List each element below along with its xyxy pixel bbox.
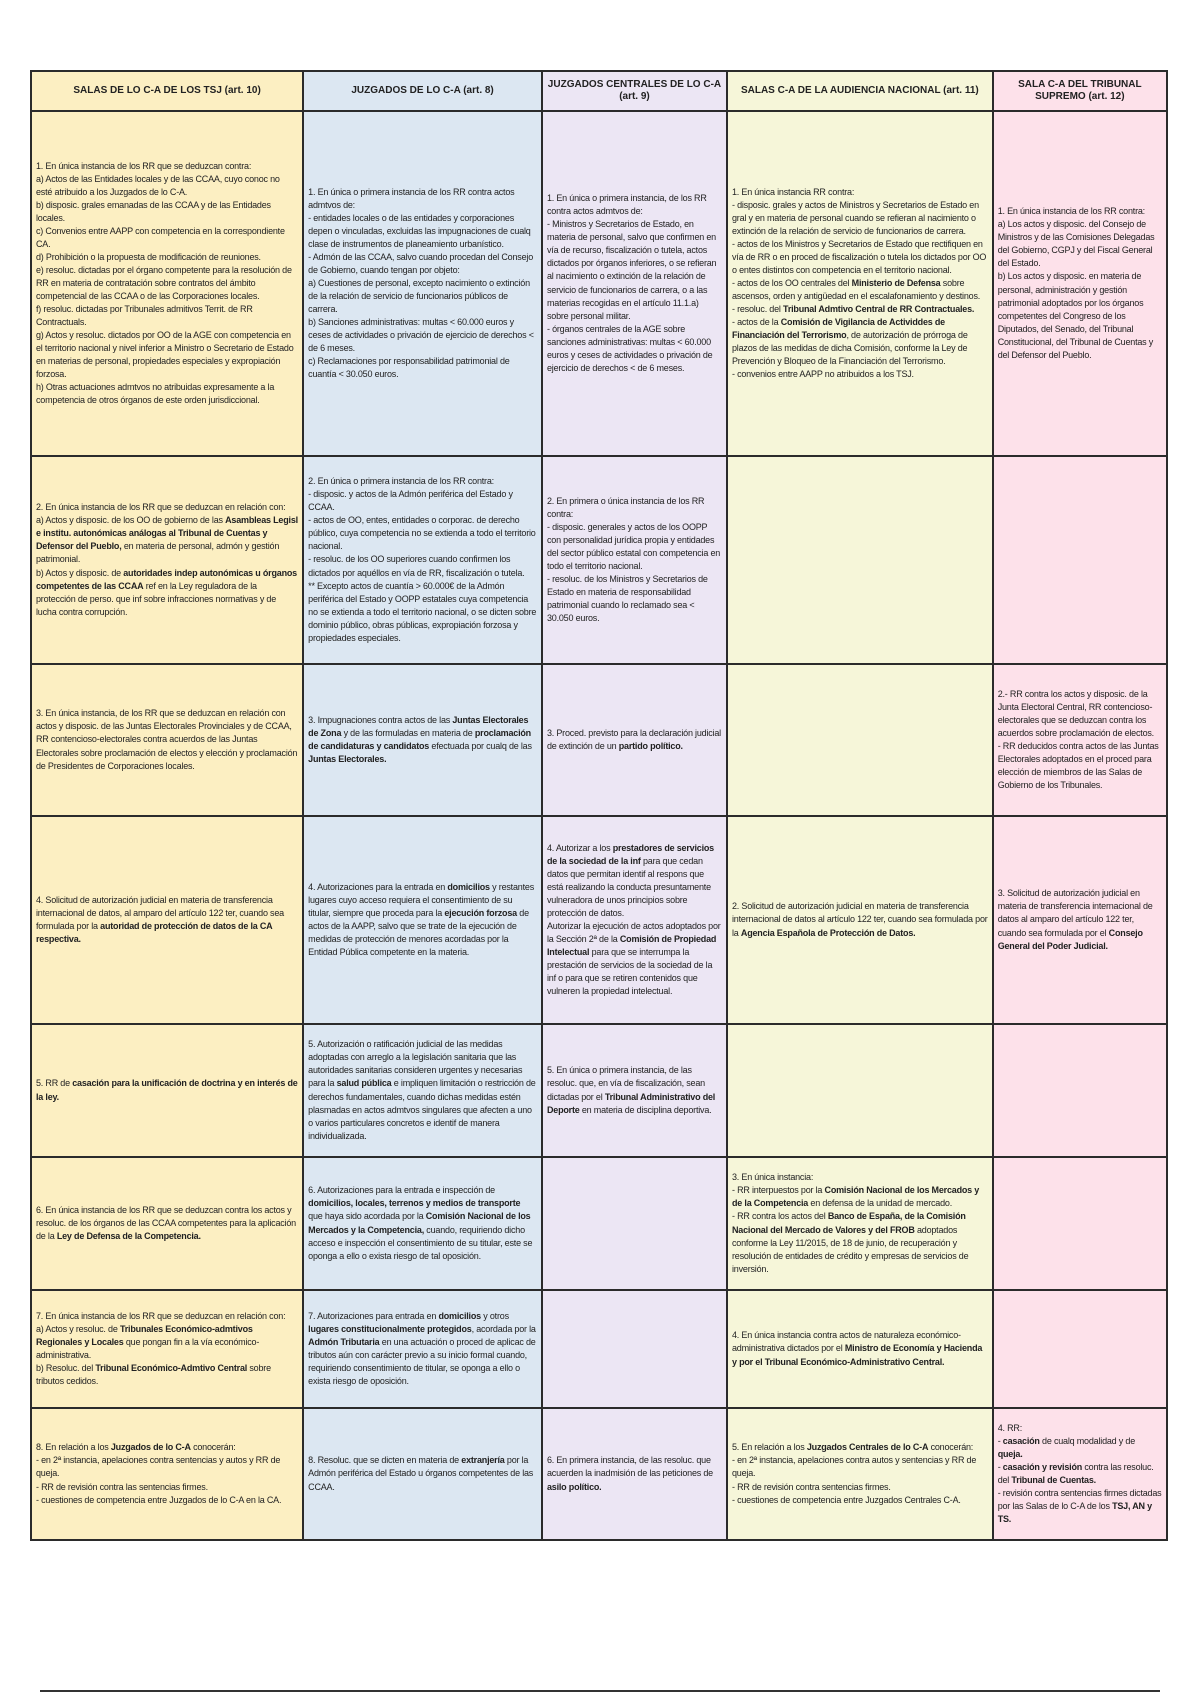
text: e impliquen limitación o restricción de derechos fundamentales, cuando dichas medidas estén plasmadas en actos admtvos singulares que afecten a uno o varios particulares concretos e identif de manera individualizada. bbox=[308, 1078, 536, 1141]
cell-audiencia-nacional bbox=[727, 1408, 993, 1540]
cell-line bbox=[732, 303, 988, 316]
text: en defensa de la unidad de mercado. bbox=[808, 1198, 953, 1209]
text: a) Los actos y disposic. del Consejo de Ministros y de las Comisiones Delegadas del Gobierno, CGPJ y del Fiscal General del Estado. bbox=[997, 219, 1155, 269]
text: sobre ascensos, orden y antigüedad en el escalafonamiento y destinos. bbox=[731, 277, 981, 302]
text: b) Actos y disposic. de bbox=[36, 567, 124, 578]
cell-line bbox=[36, 329, 298, 381]
text: ** Excepto actos de cuantía > 60.000€ de la Admón periférica del Estado y OOPP estatales cuya competencia no se extienda a todo el territorio nacional, o se dicten sobre dominio público, obras públicas, expropiación forzosa y propiedades especiales. bbox=[308, 580, 537, 643]
cell-line bbox=[547, 1064, 722, 1116]
cell-line bbox=[732, 1184, 988, 1210]
cell-audiencia-nacional bbox=[727, 816, 993, 1024]
cell-line bbox=[308, 316, 537, 355]
cell-line bbox=[308, 1038, 537, 1142]
cell-line bbox=[308, 1454, 537, 1493]
cell-juzgados bbox=[303, 111, 542, 456]
text: 3. Proced. previsto para la declaración judicial de extinción de un bbox=[546, 727, 721, 751]
cell-line bbox=[36, 1494, 298, 1507]
cell-line bbox=[732, 199, 988, 238]
cell-line bbox=[732, 238, 988, 277]
cell-line bbox=[998, 688, 1162, 740]
text: e) resoluc. dictadas por el órgano competente para la resolución de RR en materia de contratación sobre contratos del ámbito competencial de las CCAA o de las Corporaciones locales. bbox=[36, 264, 292, 302]
bold-text: domicilios bbox=[438, 1310, 481, 1321]
bold-text: Tribunal Administrativo del Deporte bbox=[546, 1091, 716, 1115]
cell-line bbox=[732, 186, 988, 199]
text: que haya sido acordada por la bbox=[308, 1211, 426, 1222]
cell-juzgados bbox=[303, 1408, 542, 1540]
text: conocerán: bbox=[928, 1442, 974, 1453]
cell-line bbox=[732, 1171, 988, 1184]
text: b) disposic. grales emanadas de las CCAA y de las Entidades locales. bbox=[36, 199, 271, 223]
text: en materia de disciplina deportiva. bbox=[579, 1104, 712, 1115]
bold-text: Consejo General del Poder Judicial. bbox=[997, 927, 1143, 951]
cell-line bbox=[732, 1494, 988, 1507]
header-juzgados-centrales: JUZGADOS CENTRALES DE LO C-A (art. 9) bbox=[542, 71, 727, 111]
text: 5. Autorización o ratificación judicial de las medidas adoptadas con arreglo a la legislación sanitaria que las autoridades sanitarias consideren urgentes y necesarias para la bbox=[308, 1039, 523, 1089]
cell-juzgados bbox=[303, 1024, 542, 1157]
cell-line bbox=[308, 1310, 537, 1388]
text: de actos de la AAPP, salvo que se trate de la ejecución de medidas de protección de menores acordadas por la Entidad Pública competente en la materia. bbox=[308, 907, 529, 958]
text: - resoluc. de los OO superiores cuando confirmen los dictados por aquéllos en vía de RR, fiscalización o tutela. bbox=[308, 554, 525, 578]
cell-line bbox=[36, 1481, 298, 1494]
text: c) Reclamaciones por responsabilidad patrimonial de cuantía < 30.050 euros. bbox=[308, 356, 510, 380]
text: - RR contra los actos del bbox=[731, 1211, 828, 1222]
bold-text: domicilios bbox=[447, 881, 490, 892]
text: 7. En única instancia de los RR que se deduzcan en relación con: bbox=[36, 1310, 286, 1321]
text: - Admón de las CCAA, salvo cuando procedan del Consejo de Gobierno, cuando tengan por objeto: bbox=[308, 251, 533, 275]
cell-juzgados bbox=[303, 456, 542, 664]
cell-line bbox=[36, 1362, 298, 1388]
text: 4. Autorizaciones para la entrada en bbox=[308, 881, 448, 892]
text: b) Sanciones administrativas: multas < 60.000 euros y ceses de actividades o privación de ejercicio de derechos < de 6 meses. bbox=[308, 317, 534, 354]
text: 1. En única instancia de los RR contra: bbox=[997, 206, 1145, 217]
cell-juzgados-centrales bbox=[542, 1024, 727, 1157]
text: - bbox=[997, 1461, 1003, 1472]
text: 1. En única o primera instancia de los RR contra actos admtvos de: bbox=[308, 186, 515, 210]
cell-line bbox=[732, 1481, 988, 1494]
cell-line bbox=[308, 514, 537, 553]
text: - resoluc. del bbox=[731, 304, 784, 315]
cell-juzgados-centrales bbox=[542, 1408, 727, 1540]
text: - actos de OO, entes, entidades o corporac. de derecho público, cuya competencia no se extienda a todo el territorio nacional. bbox=[308, 515, 536, 552]
text: 2. En primera o única instancia de los RR contra: bbox=[546, 495, 705, 519]
bold-text: domicilios, locales, terrenos y medios de transporte bbox=[308, 1198, 521, 1209]
cell-line bbox=[36, 1204, 298, 1243]
text: a) Actos y resoluc. de bbox=[36, 1323, 120, 1334]
cell-line bbox=[308, 488, 537, 514]
bold-text: Juntas Electorales. bbox=[308, 754, 387, 765]
text: 6. En primera instancia, de las resoluc. que acuerden la inadmisión de las peticiones de bbox=[546, 1455, 713, 1479]
text: - actos de los OO centrales del bbox=[731, 277, 852, 288]
cell-line bbox=[36, 567, 298, 619]
cell-line bbox=[308, 251, 537, 277]
bold-text: Tribunales Económico-admtivos Regionales y Locales bbox=[36, 1323, 253, 1347]
text: - actos de la bbox=[731, 317, 781, 328]
text: 4. Autorizar a los bbox=[546, 842, 613, 853]
cell-line bbox=[308, 355, 537, 381]
text: 2. En única instancia de los RR que se deduzcan en relación con: bbox=[36, 502, 286, 513]
bold-text: partido político. bbox=[618, 741, 683, 751]
cell-line bbox=[36, 251, 298, 264]
cell-line bbox=[36, 199, 298, 225]
bold-text: proclamación de candidaturas y candidatos bbox=[308, 727, 531, 751]
cell-line bbox=[547, 842, 722, 920]
text: 5. En única o primera instancia, de las resoluc. que, en vía de fiscalización, sean dictadas por el bbox=[546, 1065, 705, 1102]
text: - resoluc. de los Ministros y Secretarios de Estado en materia de responsabilidad patrimonial cuando lo reclamado sea < 30.050 euros. bbox=[546, 574, 708, 624]
text: ref en la Ley reguladora de la protección de perso. que inf sobre infracciones normativas y de lucha contra corrupción. bbox=[36, 580, 277, 617]
cell-line bbox=[998, 205, 1162, 218]
text: 3. Impugnaciones contra actos de las bbox=[308, 714, 453, 725]
text: por la Admón periférica del Estado u órganos competentes de las CCAA. bbox=[308, 1455, 534, 1492]
cell-line bbox=[547, 727, 722, 753]
cell-line bbox=[308, 277, 537, 316]
cell-audiencia-nacional bbox=[727, 456, 993, 664]
cell-audiencia-nacional bbox=[727, 111, 993, 456]
text: - RR interpuestos por la bbox=[731, 1185, 825, 1196]
text: - RR de revisión contra sentencias firmes. bbox=[731, 1481, 891, 1492]
table-row bbox=[31, 1408, 1167, 1540]
cell-tribunal-supremo bbox=[993, 1408, 1167, 1540]
text: 5. En relación a los bbox=[731, 1442, 807, 1453]
text: 3. Solicitud de autorización judicial en materia de transferencia internacional de datos al amparo del artículo 122 ter, cuando sea formulada por el bbox=[997, 888, 1153, 938]
bold-text: Juntas Electorales de Zona bbox=[308, 714, 529, 738]
cell-juzgados-centrales bbox=[542, 111, 727, 456]
header-tsj: SALAS DE LO C-A DE LOS TSJ (art. 10) bbox=[31, 71, 303, 111]
text: - Ministros y Secretarios de Estado, en materia de personal, salvo que confirmen en vía de recurso, fiscalización o tutela, actos dictados por órganos inferiores, o se refieran al nacimiento o extinción de la relación de servicio de funcionarios de carrera, o a las materias recogidas en el artículo 11.1.a) sobre personal militar. bbox=[546, 219, 717, 321]
cell-line bbox=[732, 277, 988, 303]
text: a) Actos de las Entidades locales y de las CCAA, cuyo conoc no esté atribuido a los Juzgados de lo C-A. bbox=[36, 173, 280, 197]
bold-text: Ministerio de Defensa bbox=[851, 277, 941, 288]
competencias-table bbox=[30, 70, 1168, 1541]
text: - actos de los Ministros y Secretarios de Estado que rectifiquen en vía de RR o en proced de fiscalización o tutela los dictados por OO o entes distintos con competencia en el territorio nacional. bbox=[731, 238, 987, 275]
text: 4. Solicitud de autorización judicial en materia de transferencia internacional de datos, al amparo del artículo 122 ter, cuando sea formulada por la bbox=[36, 894, 284, 931]
cell-line bbox=[998, 1487, 1162, 1526]
bottom-rule bbox=[40, 1690, 1160, 1692]
bold-text: casación para la unificación de doctrina y en interés de la ley. bbox=[36, 1078, 298, 1102]
text: b) Resoluc. del bbox=[36, 1363, 96, 1374]
text: , acordada por la bbox=[471, 1323, 536, 1334]
bold-text: Banco de España, de la Comisión Nacional del Mercado de Valores y del FROB bbox=[731, 1211, 966, 1235]
cell-juzgados-centrales bbox=[542, 816, 727, 1024]
bold-text: extranjería bbox=[461, 1455, 505, 1466]
cell-line bbox=[36, 1454, 298, 1480]
text: a) Cuestiones de personal, excepto nacimiento o extinción de la relación de servicio de funcionarios públicos de carrera. bbox=[308, 277, 530, 315]
bold-text: Asambleas Legisl e institu. autonómicas análogas al Tribunal de Cuentas y Defensor del Pueblo, bbox=[36, 515, 298, 552]
text: c) Convenios entre AAPP con competencia en la correspondiente CA. bbox=[36, 225, 285, 249]
text: 2. En única o primera instancia de los RR contra: bbox=[308, 476, 494, 487]
text: - bbox=[997, 1435, 1003, 1446]
bold-text: casación y revisión bbox=[1002, 1461, 1083, 1472]
cell-line bbox=[36, 1310, 298, 1323]
cell-tribunal-supremo bbox=[993, 1157, 1167, 1290]
cell-tsj bbox=[31, 1290, 303, 1408]
bold-text: Agencia Española de Protección de Datos. bbox=[740, 927, 916, 938]
cell-line bbox=[308, 881, 537, 959]
cell-line bbox=[36, 1441, 298, 1454]
text: 7. Autorizaciones para entrada en bbox=[308, 1310, 439, 1321]
bold-text: Ley de Defensa de la Competencia. bbox=[56, 1231, 201, 1242]
cell-line bbox=[36, 1077, 298, 1103]
cell-tsj bbox=[31, 1408, 303, 1540]
header-juzgados: JUZGADOS DE LO C-A (art. 8) bbox=[303, 71, 542, 111]
bold-text: Tribunal Económico-Admtivo Central bbox=[95, 1363, 248, 1374]
table-row bbox=[31, 1157, 1167, 1290]
text: d) Prohibición o la propuesta de modificación de reuniones. bbox=[36, 251, 261, 262]
cell-audiencia-nacional bbox=[727, 1290, 993, 1408]
cell-audiencia-nacional bbox=[727, 664, 993, 816]
text: 1. En única o primera instancia, de los RR contra actos admtvos de: bbox=[546, 193, 707, 217]
text: 4. RR: bbox=[997, 1422, 1022, 1433]
cell-tsj bbox=[31, 1157, 303, 1290]
cell-line bbox=[36, 894, 298, 946]
text: 5. RR de bbox=[36, 1078, 73, 1089]
text: , de autorización de prórroga de plazos de las medidas de dicha Comisión, conforme la Ley de Prevención y Bloqueo de la Financiación del Terrorismo. bbox=[731, 330, 968, 367]
text: Autorizar la ejecución de actos adoptados por la Sección 2ª de la bbox=[546, 921, 721, 945]
cell-line bbox=[36, 381, 298, 407]
text: h) Otras actuaciones admtvos no atribuidas expresamente a la competencia de otros órganos de este orden jurisdiccional. bbox=[36, 382, 275, 406]
cell-juzgados bbox=[303, 816, 542, 1024]
bold-text: Comisión de Vigilancia de Actividdes de Financiación del Terrorismo bbox=[731, 317, 945, 341]
cell-line bbox=[36, 173, 298, 199]
cell-line bbox=[36, 501, 298, 514]
text: 4. En única instancia contra actos de naturaleza económico-administrativa dictados por el bbox=[731, 1330, 961, 1354]
text: - disposic. y actos de la Admón periférica del Estado y CCAA. bbox=[308, 489, 513, 513]
cell-line bbox=[547, 495, 722, 521]
text: que pongan fin a la vía económico-administrativa. bbox=[36, 1336, 260, 1360]
text: - en 2ª instancia, apelaciones contra sentencias y autos y RR de queja. bbox=[36, 1455, 281, 1479]
table-row bbox=[31, 816, 1167, 1024]
cell-line bbox=[547, 920, 722, 998]
cell-tsj bbox=[31, 816, 303, 1024]
text: conocerán: bbox=[190, 1442, 236, 1453]
table-row bbox=[31, 1290, 1167, 1408]
text: - RR de revisión contra las sentencias firmes. bbox=[36, 1481, 208, 1492]
bold-text: TSJ, AN y TS. bbox=[997, 1501, 1152, 1525]
bold-text: Comisión de Propiedad Intelectual bbox=[546, 934, 717, 958]
text: y restantes lugares cuyo acceso requiera el consentimiento de su titular, siempre que proceda para la bbox=[308, 881, 534, 918]
header-audiencia-nacional: SALAS C-A DE LA AUDIENCIA NACIONAL (art. 11) bbox=[727, 71, 993, 111]
text: en materia de personal, admón y gestión patrimonial. bbox=[36, 541, 280, 565]
text: 1. En única instancia RR contra: bbox=[731, 186, 855, 197]
text: 2. Solicitud de autorización judicial en materia de transferencia internacional de datos al artículo 122 ter, cuando sea formulada por la bbox=[731, 901, 988, 938]
cell-line bbox=[732, 1210, 988, 1275]
text: - cuestiones de competencia entre Juzgados Centrales C-A. bbox=[731, 1494, 961, 1505]
cell-line bbox=[36, 160, 298, 173]
text: cuando, requiriendo dicho acceso e inspección el consentimiento de su titular, este se oponga a ello o exista riesgo de tal oposición. bbox=[308, 1224, 533, 1261]
cell-line bbox=[732, 1329, 988, 1368]
cell-line bbox=[998, 1435, 1162, 1461]
cell-line bbox=[308, 553, 537, 579]
cell-line bbox=[732, 368, 988, 381]
text: contra las resoluc. del bbox=[997, 1461, 1154, 1485]
bold-text: Comisión Nacional de los Mercados y de la Competencia bbox=[731, 1185, 980, 1209]
cell-audiencia-nacional bbox=[727, 1024, 993, 1157]
bold-text: ejecución forzosa bbox=[444, 907, 517, 918]
text: f) resoluc. dictadas por Tribunales admitivos Territ. de RR Contractuals. bbox=[36, 304, 253, 328]
cell-juzgados-centrales bbox=[542, 1157, 727, 1290]
text: g) Actos y resoluc. dictados por OO de la AGE con competencia en el territorio nacional y nivel inferior a Ministro o Secretario de Estado en materias de personal, propiedades especiales y expropiación forzosa. bbox=[36, 330, 294, 380]
text: en una actuación o proced de aplicac de tributos aún con carácter previo a su inicio formal cuando, requiriendo consentimiento de titular, se oponga a ello o exista riesgo de oposición. bbox=[308, 1336, 536, 1387]
text: b) Los actos y disposic. en materia de personal, administración y gestión patrimonial adoptados por los órganos competentes del Congreso de los Diputados, del Senado, del Tribunal Constitucional, del Tribunal de Cuentas y del Defensor del Pueblo. bbox=[997, 271, 1154, 360]
cell-line bbox=[547, 218, 722, 322]
bold-text: salud pública bbox=[336, 1078, 392, 1089]
cell-tsj bbox=[31, 456, 303, 664]
cell-tribunal-supremo bbox=[993, 111, 1167, 456]
cell-line bbox=[308, 212, 537, 251]
cell-tribunal-supremo bbox=[993, 1024, 1167, 1157]
bold-text: autoridades indep autonómicas u órganos competentes de las CCAA bbox=[36, 567, 297, 591]
cell-juzgados-centrales bbox=[542, 456, 727, 664]
cell-line bbox=[732, 900, 988, 939]
cell-line bbox=[308, 475, 537, 488]
cell-line bbox=[732, 316, 988, 368]
text: adoptados conforme la Ley 11/2015, de 18 de junio, de recuperación y resolución de entidades de crédito y empresas de servicios de inversión. bbox=[731, 1224, 969, 1274]
cell-line bbox=[547, 323, 722, 375]
bold-text: Ministro de Economía y Hacienda y por el Tribunal Económico-Administrativo Central. bbox=[731, 1343, 983, 1367]
cell-tsj bbox=[31, 1024, 303, 1157]
bold-text: Tribunal Admtivo Central de RR Contractuales. bbox=[783, 304, 975, 315]
text: - en 2ª instancia, apelaciones contra autos y sentencias y RR de queja. bbox=[731, 1455, 977, 1479]
text: - entidades locales o de las entidades y corporaciones depen o vinculadas, excluidas las impugnaciones de cualq clase de instrumentos de planeamiento urbanístico. bbox=[308, 212, 531, 249]
bold-text: Juzgados de lo C-A bbox=[110, 1442, 191, 1453]
text: - RR deducidos contra actos de las Juntas Electorales adoptados en el proced para elección de miembros de las Salas de Gobierno de los Tribunales. bbox=[997, 741, 1159, 791]
cell-line bbox=[547, 521, 722, 573]
cell-tsj bbox=[31, 111, 303, 456]
bold-text: casación bbox=[1002, 1435, 1040, 1446]
bold-text: Tribunal de Cuentas. bbox=[1011, 1475, 1096, 1485]
text: - convenios entre AAPP no atribuidos a los TSJ. bbox=[731, 369, 914, 380]
bold-text: Admón Tributaria bbox=[308, 1336, 380, 1347]
text: 6. En única instancia de los RR que se deduzcan contra los actos y resoluc. de los órganos de las CCAA competentes para la aplicación de la bbox=[36, 1204, 296, 1242]
text: 8. En relación a los bbox=[36, 1442, 111, 1453]
cell-audiencia-nacional bbox=[727, 1157, 993, 1290]
bold-text: queja. bbox=[997, 1448, 1023, 1459]
cell-line bbox=[36, 303, 298, 329]
text: - disposic. grales y actos de Ministros y Secretarios de Estado en gral y en materia de personal cuando se refieran al nacimiento o extinción de la relación de servicio de funcionarios de carrera. bbox=[731, 199, 979, 236]
cell-line bbox=[308, 714, 537, 766]
cell-tribunal-supremo bbox=[993, 816, 1167, 1024]
text: sobre tributos cedidos. bbox=[36, 1363, 271, 1387]
cell-line bbox=[547, 1454, 722, 1493]
bold-text: lugares constitucionalmente protegidos bbox=[308, 1323, 472, 1334]
text: de cualq modalidad y de bbox=[1039, 1435, 1136, 1446]
cell-line bbox=[732, 1454, 988, 1480]
table-row bbox=[31, 664, 1167, 816]
cell-juzgados-centrales bbox=[542, 664, 727, 816]
text: 8. Resoluc. que se dicten en materia de bbox=[308, 1455, 462, 1466]
text: 2.- RR contra los actos y disposic. de la Junta Electoral Central, RR contencioso-electorales que se deduzcan contra los acuerdos sobre proclamación de electos. bbox=[997, 688, 1154, 738]
cell-line bbox=[998, 218, 1162, 270]
text: - disposic. generales y actos de los OOPP con personalidad jurídica propia y entidades del sector público estatal con competencia en todo el territorio nacional. bbox=[546, 521, 721, 571]
text: y de las formuladas en materia de bbox=[341, 727, 475, 738]
text: 3. En única instancia, de los RR que se deduzcan en relación con actos y disposic. de las Juntas Electorales Provinciales y de CCAA, RR contencioso-electorales contra acuerdos de las Juntas Electorales sobre proclamación de electos y elección y proclamación de Presidentes de Corporaciones locales. bbox=[36, 708, 298, 771]
table-row bbox=[31, 1024, 1167, 1157]
text: 6. Autorizaciones para la entrada e inspección de bbox=[308, 1185, 495, 1196]
cell-line bbox=[998, 1461, 1162, 1487]
cell-line bbox=[308, 1184, 537, 1262]
text: - cuestiones de competencia entre Juzgados de lo C-A en la CA. bbox=[36, 1494, 282, 1505]
cell-juzgados bbox=[303, 1290, 542, 1408]
cell-tribunal-supremo bbox=[993, 664, 1167, 816]
cell-tribunal-supremo bbox=[993, 456, 1167, 664]
cell-juzgados bbox=[303, 1157, 542, 1290]
header-tribunal-supremo: SALA C-A DEL TRIBUNAL SUPREMO (art. 12) bbox=[993, 71, 1167, 111]
table-row bbox=[31, 456, 1167, 664]
table-row bbox=[31, 111, 1167, 456]
cell-line bbox=[998, 740, 1162, 792]
text: para que cedan datos que permitan identif al respons que está realizando la conducta presuntamente vulneradora de unos principios sobre protección de datos. bbox=[546, 855, 711, 918]
cell-line bbox=[732, 1441, 988, 1454]
cell-juzgados-centrales bbox=[542, 1290, 727, 1408]
text: 1. En única instancia de los RR que se deduzcan contra: bbox=[36, 160, 252, 171]
text: 3. En única instancia: bbox=[731, 1172, 814, 1183]
text: y otros bbox=[480, 1310, 509, 1321]
cell-tsj bbox=[31, 664, 303, 816]
text: a) Actos y disposic. de los OO de gobierno de las bbox=[36, 515, 226, 526]
bold-text: prestadores de servicios de la sociedad de la inf bbox=[546, 842, 714, 866]
bold-text: Juzgados Centrales de lo C-A bbox=[806, 1442, 929, 1453]
cell-line bbox=[308, 186, 537, 212]
cell-line bbox=[998, 270, 1162, 361]
text: para que se interrumpa la prestación de servicios de la sociedad de la inf o para que se retiren contenidos que vulneren la propiedad intelectual. bbox=[546, 947, 713, 997]
bold-text: Comisión Nacional de los Mercados y la Competencia, bbox=[308, 1211, 531, 1235]
bold-text: asilo político. bbox=[546, 1481, 602, 1492]
cell-line bbox=[36, 514, 298, 566]
cell-line bbox=[36, 264, 298, 303]
text: - órganos centrales de la AGE sobre sanciones administrativas: multas < 60.000 euros y ceses de actividades o privación de ejercicio de derechos < de 6 meses. bbox=[546, 323, 713, 373]
cell-line bbox=[998, 887, 1162, 952]
cell-tribunal-supremo bbox=[993, 1290, 1167, 1408]
bold-text: autoridad de protección de datos de la CA respectiva. bbox=[36, 921, 273, 945]
text: efectuada por cualq de las bbox=[429, 741, 532, 751]
header-row bbox=[31, 71, 1167, 111]
cell-line bbox=[998, 1422, 1162, 1435]
cell-juzgados bbox=[303, 664, 542, 816]
cell-line bbox=[36, 1323, 298, 1362]
cell-line bbox=[547, 192, 722, 218]
cell-line bbox=[36, 707, 298, 772]
cell-line bbox=[547, 573, 722, 625]
text: - revisión contra sentencias firmes dictadas por las Salas de lo C-A de los bbox=[997, 1488, 1162, 1512]
cell-line bbox=[308, 580, 537, 645]
cell-line bbox=[36, 225, 298, 251]
